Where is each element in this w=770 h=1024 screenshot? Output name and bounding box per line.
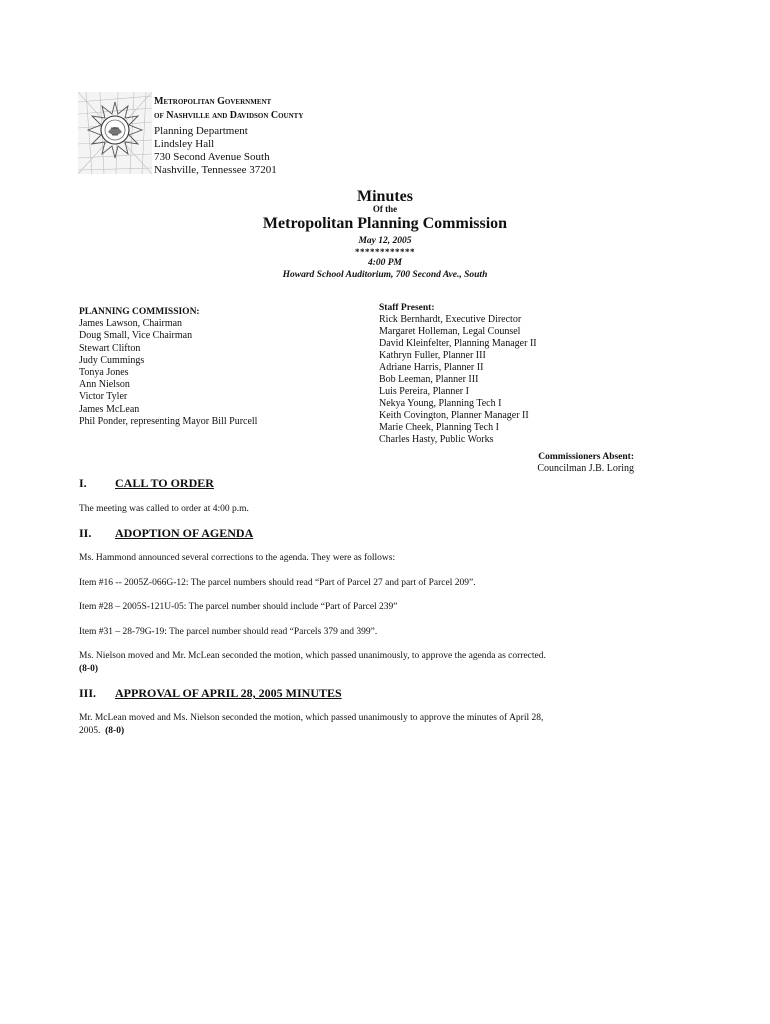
list-item: Councilman J.B. Loring [537,463,634,474]
absent-list [0,451,634,475]
section-title: APPROVAL OF APRIL 28, 2005 MINUTES [115,686,342,700]
title-separator: ************ [355,247,415,257]
dept-name: Planning Department [154,125,248,137]
list-item: Victor Tyler [79,391,128,403]
list-item: Keith Covington, Planner Manager II [379,410,529,421]
absent-header: Commissioners Absent: [538,452,634,462]
city-state-zip: Nashville, Tennessee 37201 [154,164,277,176]
list-item: Judy Cummings [79,354,145,366]
staff-header: Staff Present: [379,303,435,313]
list-item: Nekya Young, Planning Tech I [379,398,502,409]
list-item: Rick Bernhardt, Executive Director [379,314,522,325]
commission-name: Metropolitan Planning Commission [262,215,508,232]
doc-title-of-the: Of the [372,204,398,214]
paragraph: Item #16 -- 2005Z-066G-12: The parcel numbers should read “Part of Parcel 27 and part of Parcel 209”. [79,578,476,588]
meeting-date: May 12, 2005 [358,236,412,246]
org-line-2: of Nashville and Davidson County [154,110,304,121]
list-item: Bob Leeman, Planner III [379,374,479,385]
doc-title: Minutes [357,188,413,205]
list-item: Tonya Jones [79,367,129,379]
paragraph: Item #31 – 28-79G-19: The parcel number should read “Parcels 379 and 399”. [79,627,378,637]
list-item: Charles Hasty, Public Works [379,434,494,445]
commission-list [79,306,257,428]
list-item: Doug Small, Vice Chairman [79,330,193,342]
list-item: James McLean [79,403,140,415]
org-line-1: Metropolitan Government [154,96,272,107]
motion-text: Ms. Nielson moved and Mr. McLean seconded the motion, which passed unanimously, to approve the agenda as corrected. [79,651,546,661]
section-heading-call-to-order [79,476,214,491]
paragraph: The meeting was called to order at 4:00 p.m. [79,504,249,514]
metro-seal-logo [78,92,152,174]
list-item: Adriane Harris, Planner II [379,362,484,373]
street-address: 730 Second Avenue South [154,151,270,163]
section-title: CALL TO ORDER [115,476,214,490]
list-item: Stewart Clifton [79,342,141,354]
paragraph [79,712,549,737]
paragraph: Item #28 – 2005S-121U-05: The parcel number should include “Part of Parcel 239” [79,602,398,612]
paragraph: Ms. Hammond announced several corrections to the agenda. They were as follows: [79,553,396,563]
section-number: I. [79,476,87,490]
vote-count: (8-0) [105,725,125,736]
staff-list [379,302,537,446]
department-address [154,125,277,177]
vote-count: (8-0) [79,663,98,674]
list-item: Kathryn Fuller, Planner III [379,350,486,361]
list-item: David Kleinfelter, Planning Manager II [379,338,537,349]
section-number: III. [79,686,97,700]
motion-text: Mr. McLean moved and Ms. Nielson seconded the motion, which passed unanimously to approve the minutes of April 28, 2005. [79,713,544,736]
section-heading-adoption-of-agenda [79,526,253,541]
list-item: Marie Cheek, Planning Tech I [379,422,499,433]
list-item: Luis Pereira, Planner I [379,386,469,397]
list-item: James Lawson, Chairman [79,318,183,330]
section-heading-approval-of-minutes [79,686,342,701]
section-number: II. [79,526,92,540]
org-name [154,95,303,123]
list-item: Margaret Holleman, Legal Counsel [379,326,521,337]
meeting-time: 4:00 PM [367,258,403,268]
section-title: ADOPTION OF AGENDA [115,526,254,540]
meeting-location: Howard School Auditorium, 700 Second Ave., South [282,270,488,280]
list-item: Ann Nielson [79,379,130,391]
paragraph [79,650,549,675]
building-name: Lindsley Hall [154,138,215,150]
list-item: Phil Ponder, representing Mayor Bill Purcell [79,415,258,427]
commission-header: PLANNING COMMISSION: [79,307,200,317]
